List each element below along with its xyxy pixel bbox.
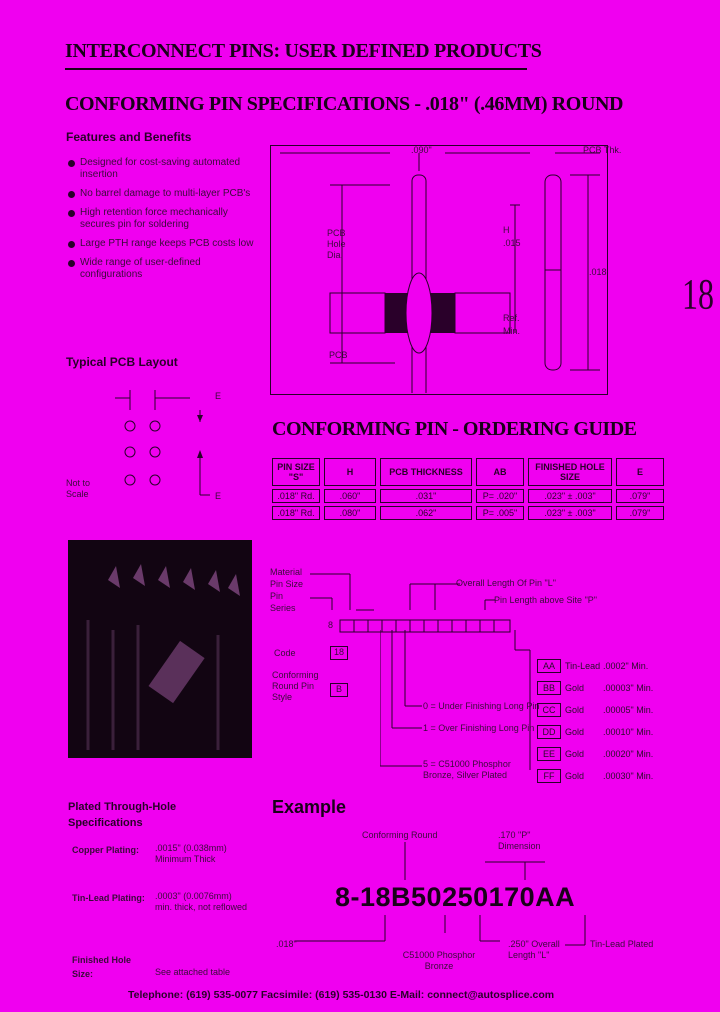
page-title: INTERCONNECT PINS: USER DEFINED PRODUCTS [65, 40, 542, 62]
column-header: FINISHED HOLE SIZE [528, 458, 612, 486]
finished-value: See attached table [155, 967, 231, 977]
example-leader-top [385, 842, 565, 882]
copper-label: Copper Plating: [72, 845, 139, 855]
tin-value: .0003" (0.0076mm) min. thick, not reflowed [155, 891, 248, 912]
list-item: Large PTH range keeps PCB costs low [66, 238, 265, 250]
pcb-label: PCB [329, 350, 348, 360]
example-part-number: 8-18B50250170AA [335, 882, 576, 912]
photo-image [68, 540, 252, 758]
style-box: B [330, 683, 348, 697]
plating-code: BB [537, 681, 561, 695]
list-item: Wide range of user-defined configurations [66, 257, 265, 281]
column-header: PIN SIZE "S" [272, 458, 320, 486]
code-label-series: Series [270, 603, 296, 613]
product-photo [68, 540, 252, 758]
footer-contact: Telephone: (619) 535-0077 Facsimile: (619) 535-0130 E-Mail: connect@autosplice.com [128, 989, 555, 1001]
features-list [66, 157, 265, 288]
plating-options [537, 655, 653, 787]
plating-spec: .00030" Min. [603, 771, 654, 781]
table-cell: .023" ± .003" [528, 489, 612, 503]
code-label-pin: Pin [270, 591, 284, 601]
section-number: 18 [682, 269, 714, 319]
table-cell: .080" [324, 506, 376, 520]
plating-spec: .00020" Min. [603, 749, 654, 759]
list-item [537, 743, 653, 765]
dim-right: .018 [589, 267, 607, 277]
min-label: Min. [503, 326, 521, 336]
ordering-table [268, 455, 668, 523]
table-cell: .031" [380, 489, 472, 503]
example-overall: .250" Overall Length "L" [508, 939, 560, 960]
pin-length-label: Pin Length above Site "P" [494, 595, 597, 605]
table-row [272, 489, 664, 503]
code-label-material: Material [270, 567, 303, 577]
code-label: Code [274, 648, 296, 658]
list-item: High retention force mechanically secures pin for soldering [66, 207, 265, 231]
table-cell: P= .005" [476, 506, 524, 520]
list-item [537, 721, 653, 743]
plated-heading: Plated Through-Hole Specifications [68, 801, 177, 829]
table-cell: .018" Rd. [272, 506, 320, 520]
pin-drawing [270, 145, 606, 393]
plating-desc: Gold [565, 771, 585, 781]
column-header: AB [476, 458, 524, 486]
features-heading: Features and Benefits [66, 130, 192, 144]
option-under-short: 0 = Under Finishing Long Pin [423, 701, 540, 711]
plating-code: EE [537, 747, 561, 761]
code-label-pinsize: Pin Size [270, 579, 304, 589]
plating-code: AA [537, 659, 561, 673]
column-header: E [616, 458, 664, 486]
option-material: 5 = C51000 Phosphor Bronze, Silver Plated [423, 759, 511, 780]
copper-value: .0015" (0.038mm) Minimum Thick [155, 843, 227, 864]
plating-desc: Gold [565, 749, 585, 759]
plating-desc: Gold [565, 727, 585, 737]
title-rule [65, 68, 527, 70]
ref-label: Ref. [503, 313, 520, 323]
pcb-layout-heading: Typical PCB Layout [66, 355, 178, 369]
plating-spec: .00005" Min. [603, 705, 654, 715]
finished-label: Finished Hole Size: [72, 955, 132, 979]
plating-code: CC [537, 703, 561, 717]
list-item [537, 765, 653, 787]
plating-code: DD [537, 725, 561, 739]
list-item: No barrel damage to multi-layer PCB's [66, 188, 265, 200]
plating-desc: Gold [565, 683, 585, 693]
pcb-e-label: E [215, 391, 222, 401]
plating-code: FF [537, 769, 561, 783]
table-header-row [272, 458, 664, 486]
plating-spec: .00010" Min. [603, 727, 654, 737]
h-label: H [503, 225, 510, 235]
spec-heading: CONFORMING PIN SPECIFICATIONS - .018" (.46MM) ROUND [65, 93, 624, 115]
example-heading: Example [272, 797, 347, 817]
column-header: H [324, 458, 376, 486]
list-item: Designed for cost-saving automated insertion [66, 157, 265, 181]
dim-top-right: PCB Thk. [583, 145, 622, 155]
dim-top-left: .090" [411, 145, 432, 155]
table-cell: P= .020" [476, 489, 524, 503]
table-cell: .018" Rd. [272, 489, 320, 503]
not-to-scale-note: Not to Scale [66, 478, 91, 499]
code-prefix: 8 [328, 620, 334, 630]
option-over-long: 1 = Over Finishing Long Pin [423, 723, 535, 733]
example-size: .018" [276, 939, 297, 949]
table-cell: .023" ± .003" [528, 506, 612, 520]
plating-spec: .00003" Min. [603, 683, 654, 693]
table-cell: .079" [616, 506, 664, 520]
table-row [272, 506, 664, 520]
table-cell: .079" [616, 489, 664, 503]
plating-spec: .0002" Min. [603, 661, 649, 671]
example-conforming-round: Conforming Round [362, 830, 438, 840]
ordering-heading: CONFORMING PIN - ORDERING GUIDE [272, 418, 637, 440]
overall-length-label: Overall Length Of Pin "L" [456, 578, 556, 588]
tin-label: Tin-Lead Plating: [72, 893, 145, 903]
pcb-e-label-bottom: E [215, 491, 222, 501]
list-item [537, 699, 653, 721]
list-item [537, 677, 653, 699]
plating-desc: Tin-Lead [565, 661, 601, 671]
example-dimension: .170 "P" Dimension [498, 830, 541, 851]
plating-desc: Gold [565, 705, 585, 715]
dim-mid: .015 [503, 238, 521, 248]
code-box: 18 [330, 646, 348, 660]
pcb-hole-label: PCB Hole Dia. [327, 228, 346, 260]
list-item [537, 655, 653, 677]
column-header: PCB THICKNESS [380, 458, 472, 486]
table-cell: .060" [324, 489, 376, 503]
conforming-label: Conforming Round Pin Style [272, 670, 319, 702]
example-material: C51000 Phosphor Bronze [402, 950, 476, 971]
table-cell: .062" [380, 506, 472, 520]
example-plating: Tin-Lead Plated [590, 939, 654, 949]
